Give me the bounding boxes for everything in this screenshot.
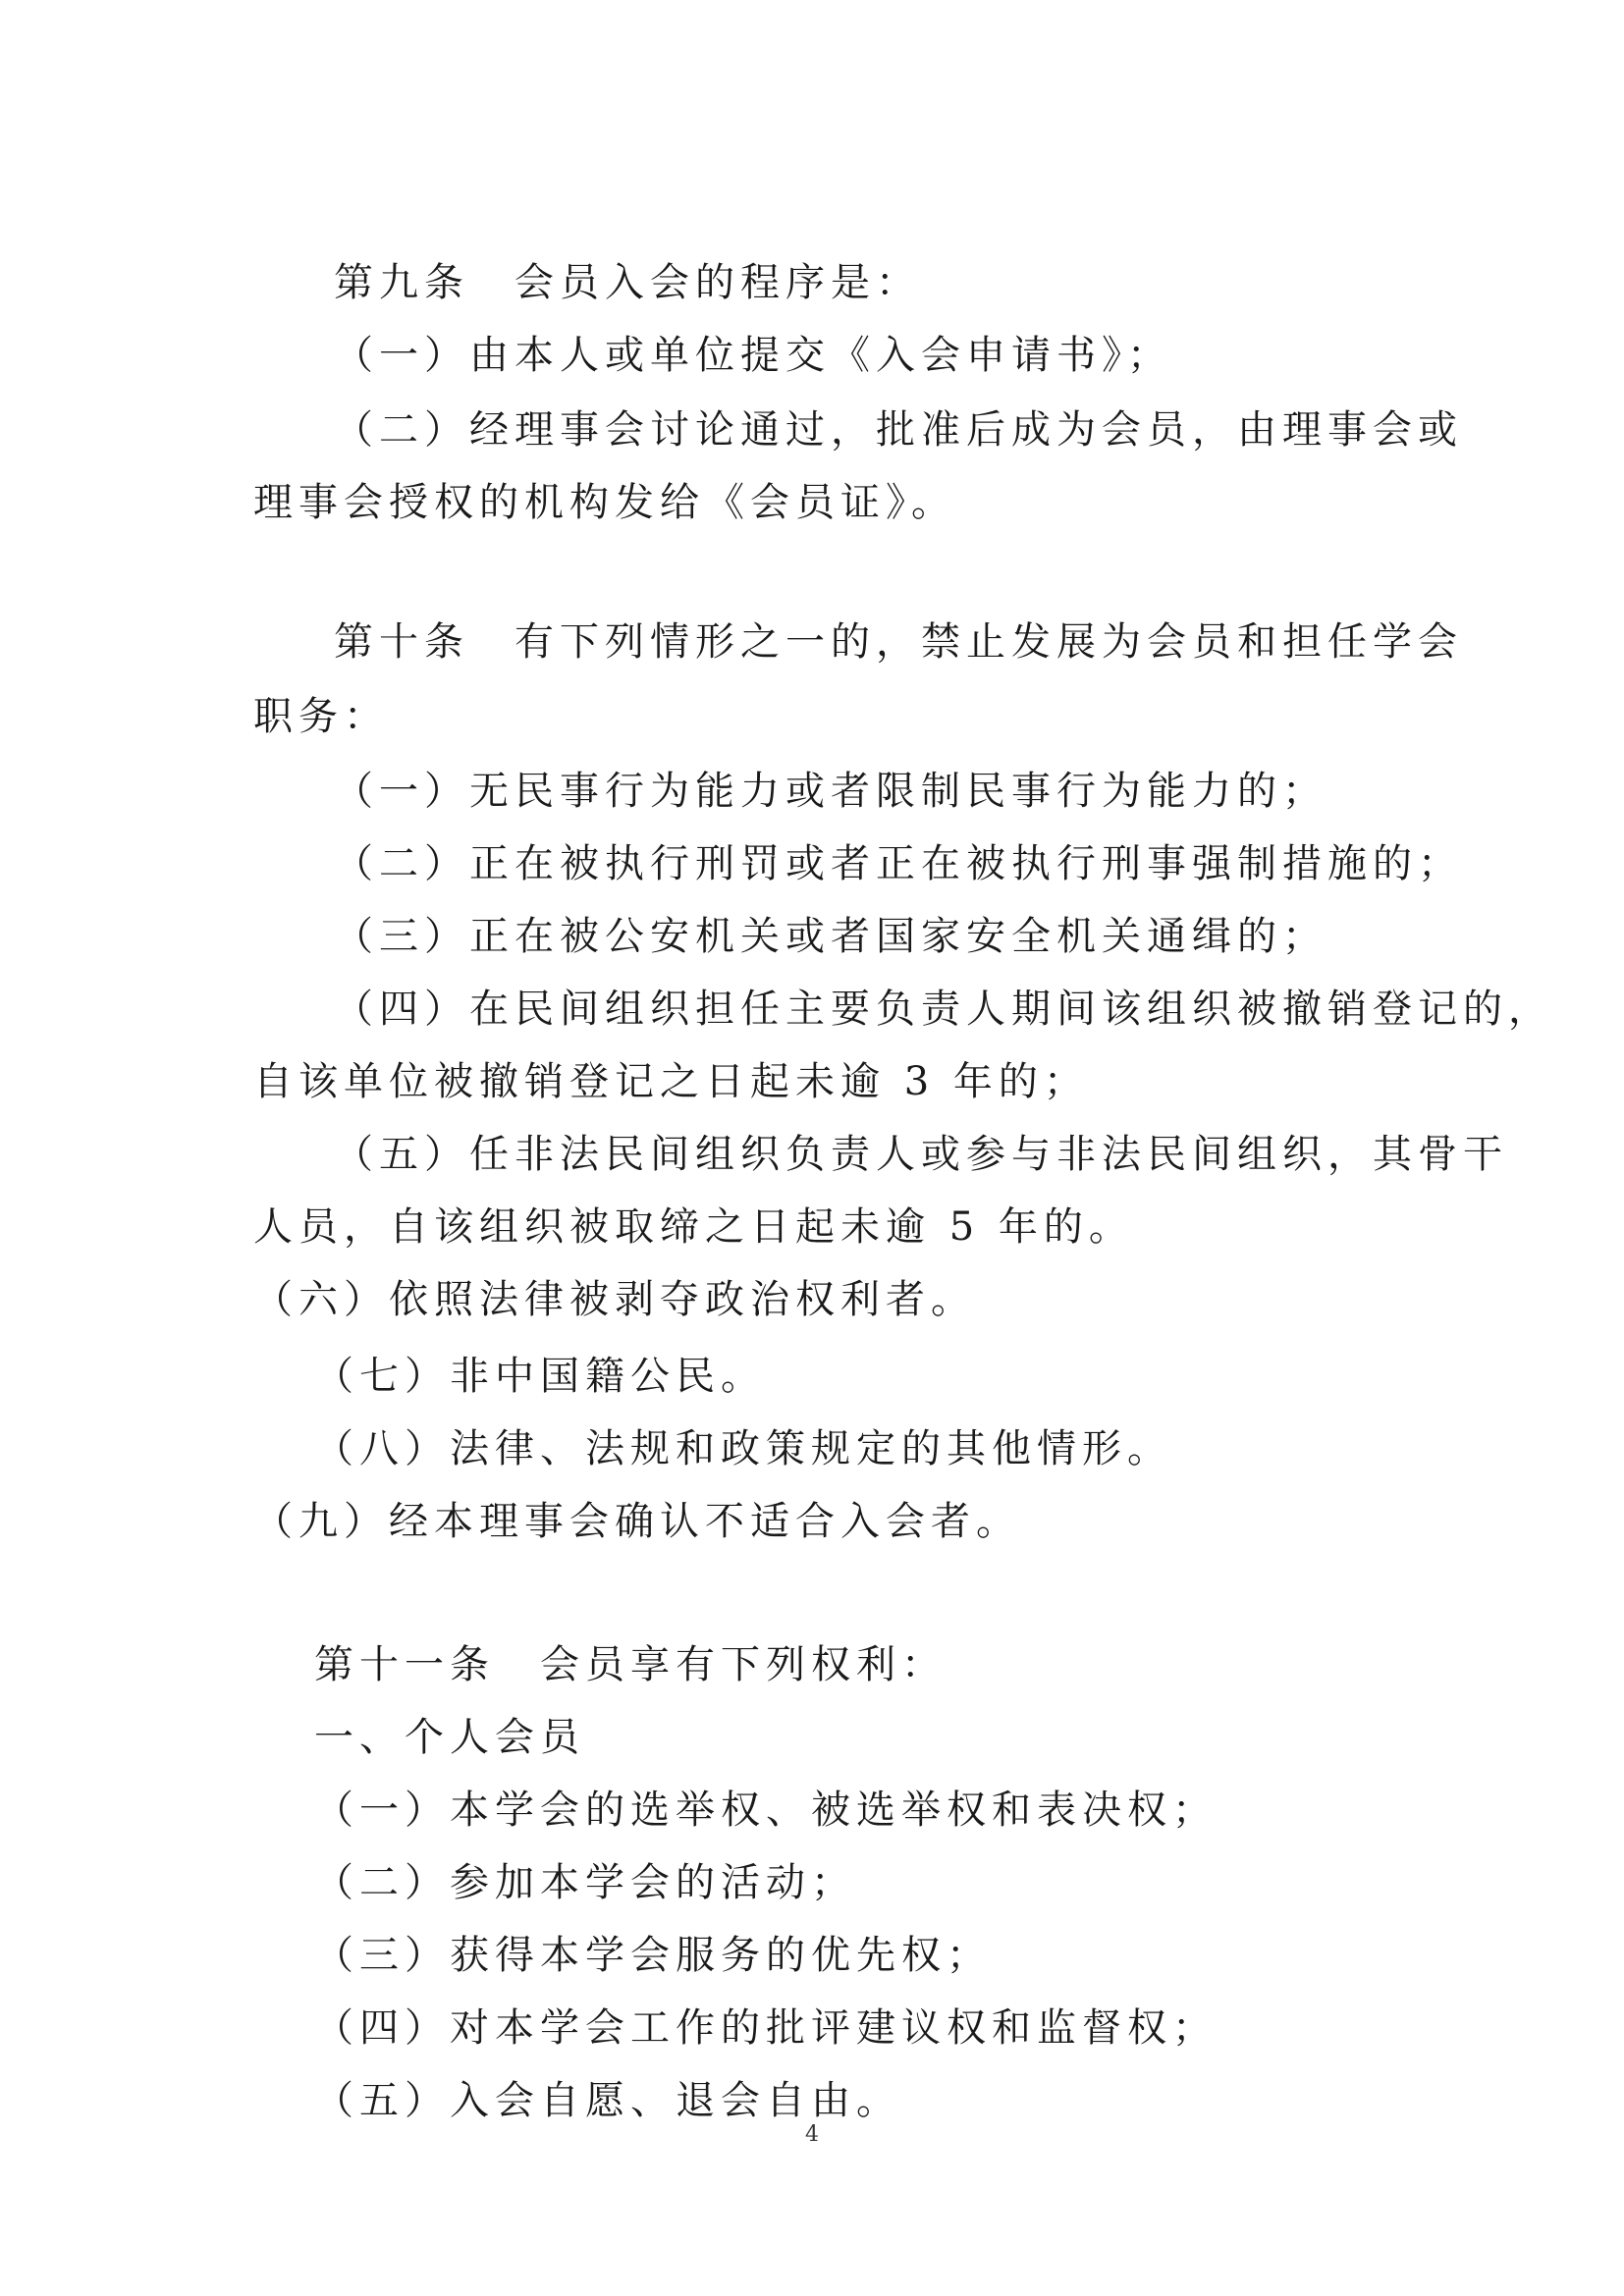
article10-item-6: （六）依照法律被剥夺政治权利者。 [253,1277,976,1322]
article11-item-2: （二）参加本学会的活动； [314,1860,856,1905]
article11-item-1: （一）本学会的选举权、被选举权和表决权； [314,1788,1218,1833]
article10-item-5: （五）任非法民间组织负责人或参与非法民间组织，其骨干 [334,1132,1508,1177]
article10-item-8: （八）法律、法规和政策规定的其他情形。 [314,1426,1172,1471]
article9-item-2-cont: 理事会授权的机构发给《会员证》。 [253,480,956,525]
article11-heading: 第十一条 会员享有下列权利： [314,1642,947,1687]
article10-item-3: （三）正在被公安机关或者国家安全机关通缉的； [334,914,1327,959]
article11-subheading: 一、个人会员 [314,1715,585,1760]
article10-item-5-cont: 人员，自该组织被取缔之日起未逾 5 年的。 [253,1204,1134,1250]
page-number: 4 [805,2122,819,2147]
article10-item-4: （四）在民间组织担任主要负责人期间该组织被撤销登记的， [334,987,1553,1032]
article10-item-9: （九）经本理事会确认不适合入会者。 [253,1499,1021,1544]
article11-item-4: （四）对本学会工作的批评建议权和监督权； [314,2005,1218,2051]
article9-item-2: （二）经理事会讨论通过，批准后成为会员，由理事会或 [334,407,1463,453]
article10-item-7: （七）非中国籍公民。 [314,1354,766,1399]
article9-heading: 第九条 会员入会的程序是： [334,260,921,305]
article10-heading: 第十条 有下列情形之一的，禁止发展为会员和担任学会 [334,619,1463,665]
article10-heading-cont: 职务： [253,694,389,739]
article11-item-3: （三）获得本学会服务的优先权； [314,1933,992,1978]
article10-item-1: （一）无民事行为能力或者限制民事行为能力的； [334,769,1327,814]
article10-item-2: （二）正在被执行刑罚或者正在被执行刑事强制措施的； [334,841,1463,886]
article10-item-4-cont: 自该单位被撤销登记之日起未逾 3 年的； [253,1059,1089,1104]
article11-item-5: （五）入会自愿、退会自由。 [314,2078,901,2123]
article9-item-1: （一）由本人或单位提交《入会申请书》； [334,333,1172,378]
